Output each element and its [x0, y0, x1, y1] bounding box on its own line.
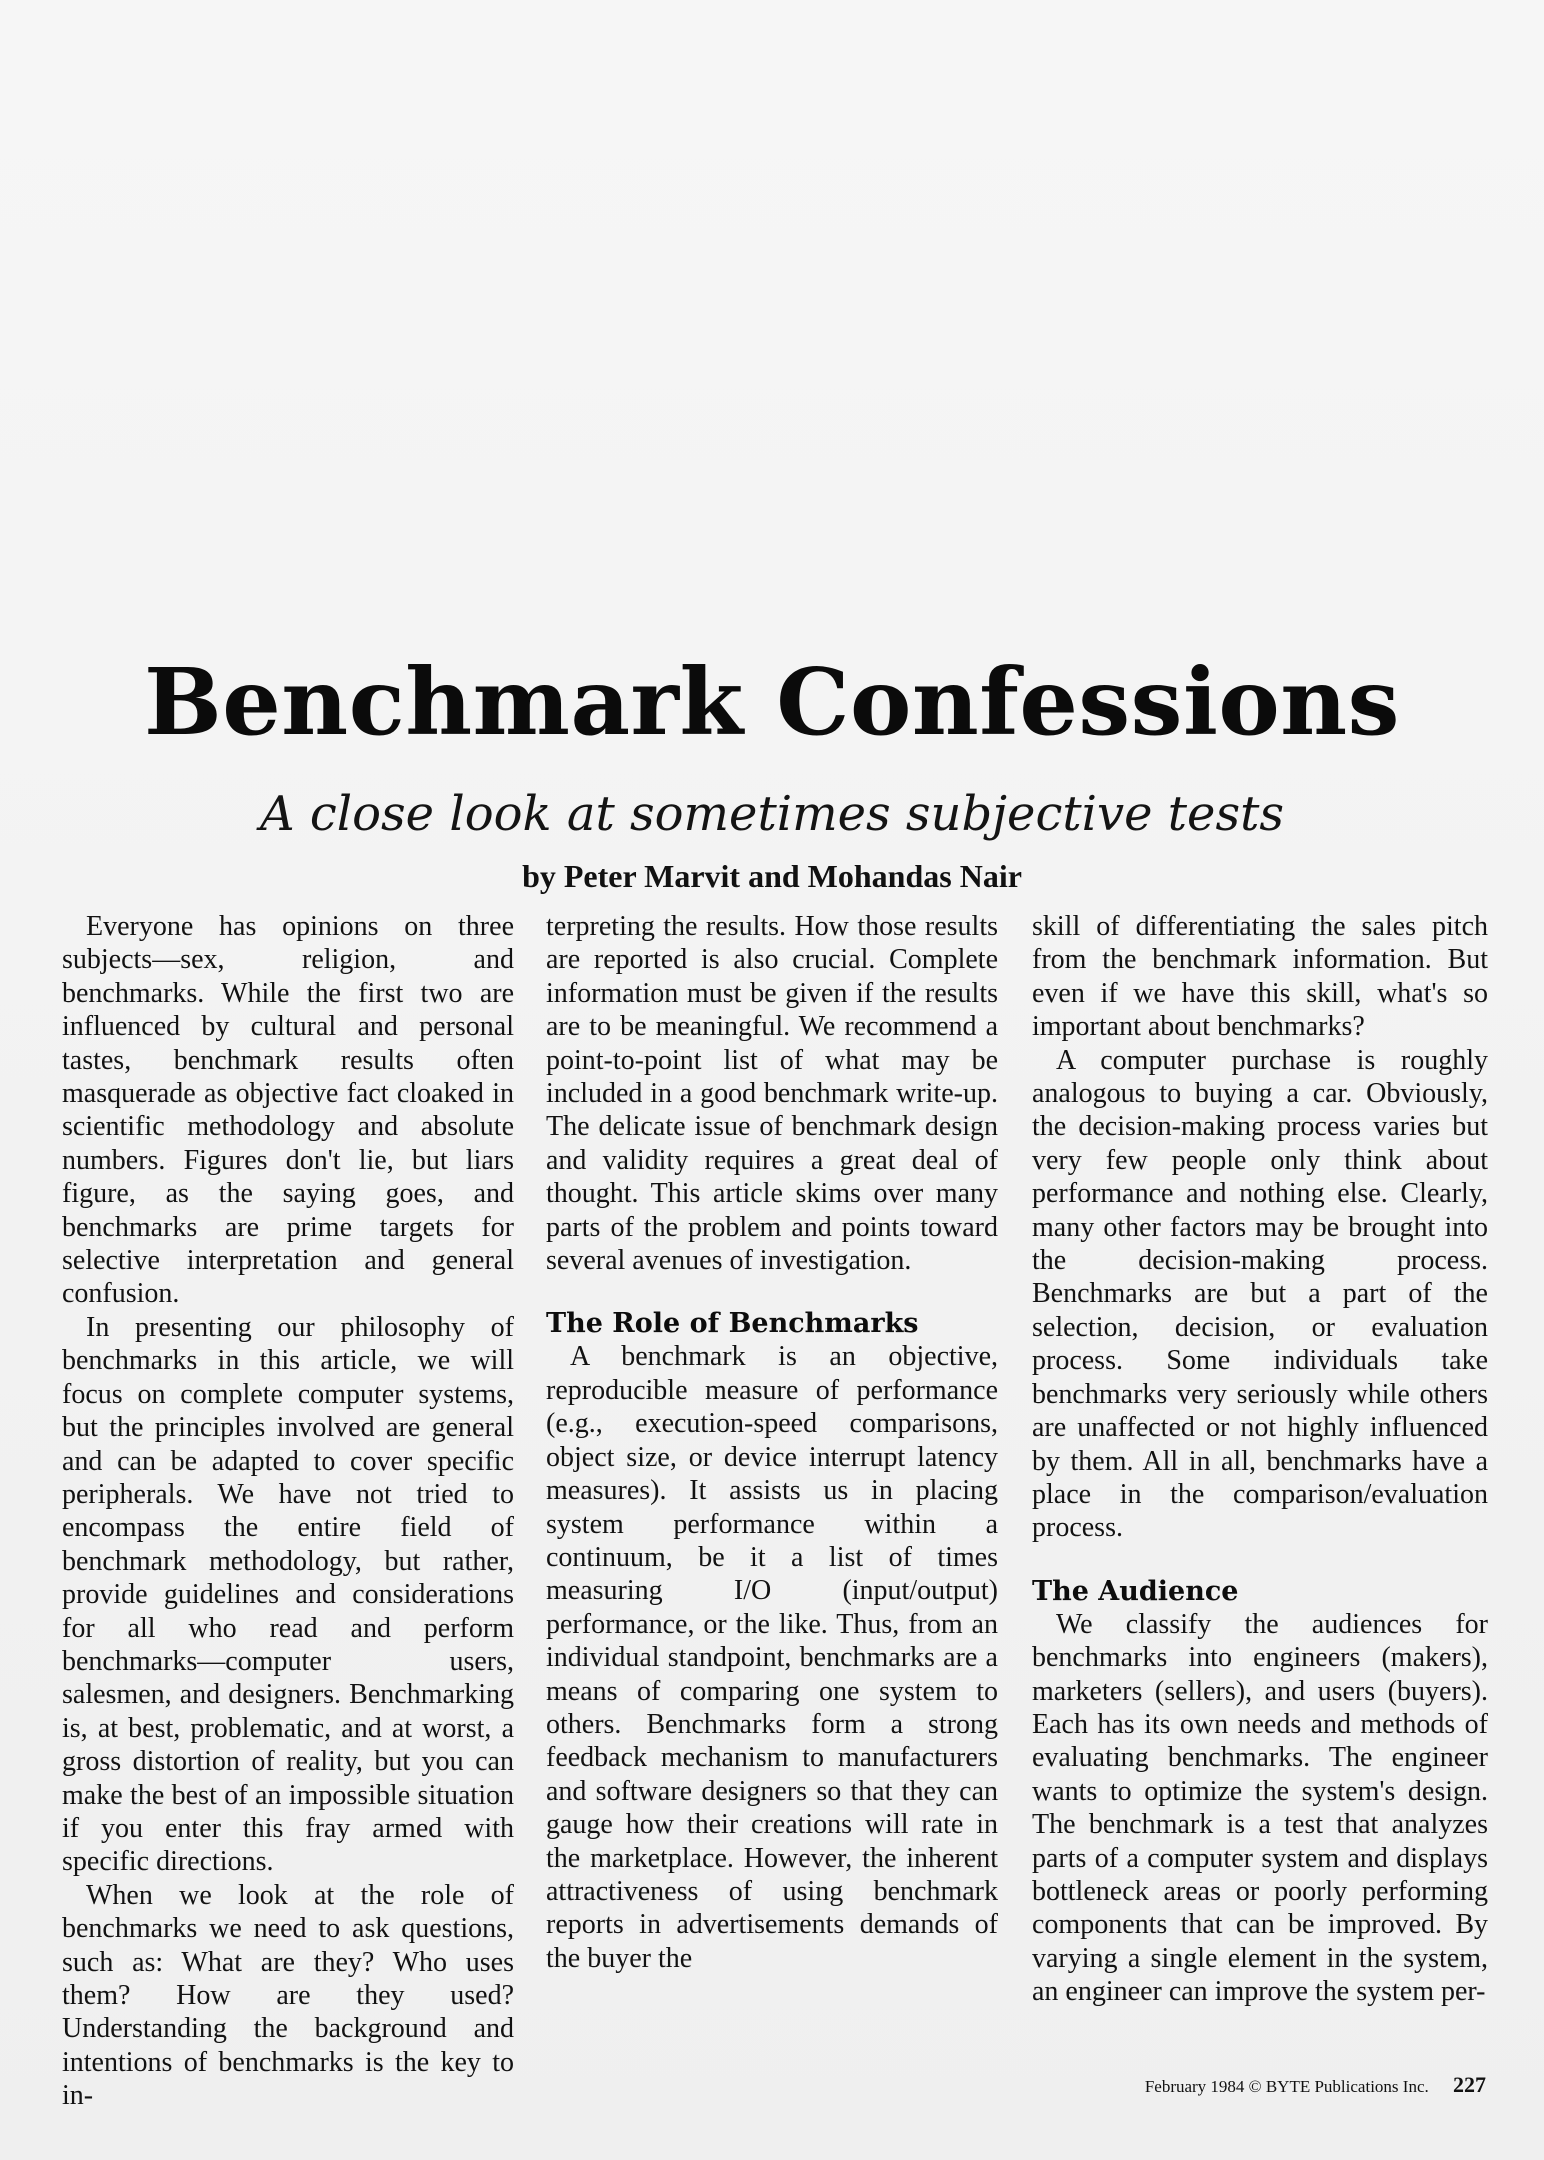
article-byline: by Peter Marvit and Mohandas Nair [522, 858, 1022, 894]
paragraph: skill of differentiating the sales pitch from the benchmark information. But even if we have this skill, what's so important about benchmarks? [1032, 911, 1488, 1043]
section-heading-role-of-benchmarks: The Role of Benchmarks [546, 1308, 919, 1340]
page-number: 227 [1453, 2072, 1486, 2097]
paragraph: terpreting the results. How those results are reported is also crucial. Complete information must be given if the results are to be meaningful. We recommend a point-to-point list of what may be included in a good benchmark write-up. The delicate issue of benchmark design and validity requires a great deal of thought. This article skims over many parts of the problem and points toward several avenues of investigation. [546, 911, 998, 1277]
paragraph: A computer purchase is roughly analogous to buying a car. Obviously, the decision-making process varies but very few people only think about performance and nothing else. Clearly, many other factors may be brought into the decision-making process. Benchmarks are but a part of the selection, decision, or evaluation process. Some individuals take benchmarks very seriously while others are unaffected or not highly influenced by them. All in all, benchmarks have a place in the comparison/evaluation process. [1032, 1044, 1488, 1544]
paragraph: When we look at the role of benchmarks we need to ask questions, such as: What are they? Who uses them? How are they used? Understanding the background and intentions of benchmarks is the key to in- [62, 1879, 514, 2112]
text-column-3 [1032, 910, 1488, 2009]
paragraph: In presenting our philosophy of benchmarks in this article, we will focus on complete computer systems, but the principles involved are general and can be adapted to cover specific peripherals. We have not tried to encompass the entire field of benchmark methodology, but rather, provide guidelines and considerations for all who read and perform benchmarks—computer users, salesmen, and designers. Benchmarking is, at best, problematic, and at worst, a gross distortion of reality, but you can make the best of an impossible situation if you enter this fray armed with specific directions. [62, 1311, 514, 1878]
article-title: Benchmark Confessions [144, 648, 1400, 756]
paragraph: Everyone has opinions on three subjects—sex, religion, and benchmarks. While the first two are influenced by cultural and personal tastes, benchmark results often masquerade as objective fact cloaked in scientific methodology and absolute numbers. Figures don't lie, but liars figure, as the saying goes, and benchmarks are prime targets for selective interpretation and general confusion. [62, 911, 514, 1310]
page-footer [1145, 2072, 1486, 2098]
text-column-2 [546, 910, 998, 1975]
article-subtitle: A close look at sometimes subjective tests [259, 786, 1285, 842]
section-heading-audience: The Audience [1032, 1575, 1239, 1607]
footer-credit: February 1984 © BYTE Publications Inc. [1144, 2077, 1429, 2096]
paragraph: We classify the audiences for benchmarks into engineers (makers), marketers (sellers), and users (buyers). Each has its own needs and methods of evaluating benchmarks. The engineer wants to optimize the system's design. The benchmark is a test that analyzes parts of a computer system and displays bottleneck areas or poorly performing components that can be improved. By varying a single element in the system, an engineer can improve the system per- [1032, 1608, 1488, 2008]
text-column-1 [62, 910, 514, 2113]
paragraph: A benchmark is an objective, reproducible measure of performance (e.g., execution-speed comparisons, object size, or device interrupt latency measures). It assists us in placing system performance within a continuum, be it a list of times measuring I/O (input/output) performance, or the like. Thus, from an individual standpoint, benchmarks are a means of comparing one system to others. Benchmarks form a strong feedback mechanism to manufacturers and software designers so that they can gauge how their creations will rate in the marketplace. However, the inherent attractiveness of using benchmark reports in advertisements demands of the buyer the [546, 1341, 998, 1974]
